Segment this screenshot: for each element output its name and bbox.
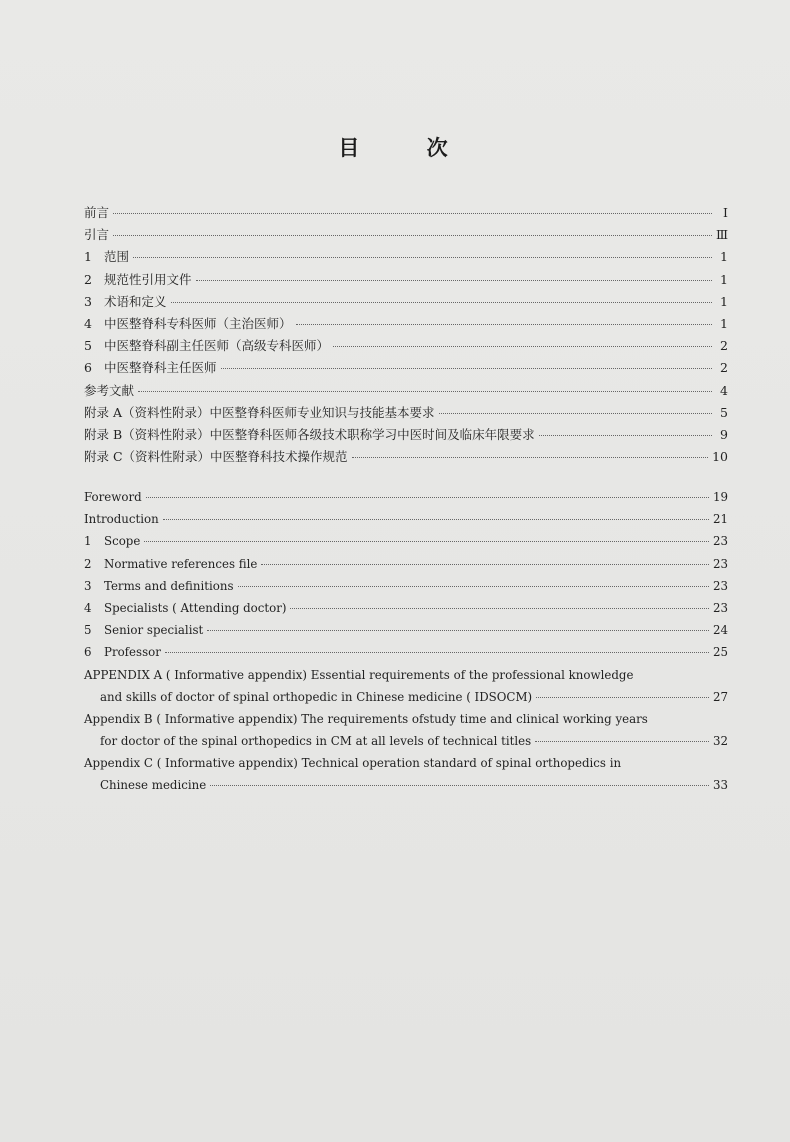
toc-entry-label: Foreword <box>84 490 142 504</box>
toc-entry-label: 中医整脊科专科医师（主治医师） <box>104 315 292 331</box>
toc-entry-page: 10 <box>712 449 728 465</box>
toc-entry-appendix <box>84 756 728 800</box>
toc-entry-label: Scope <box>104 534 141 549</box>
toc-entry-page: 24 <box>712 623 728 638</box>
toc-entry-appendix <box>84 712 728 756</box>
toc-entry-label: 附录 A（资料性附录）中医整脊科医师专业知识与技能基本要求 <box>84 404 435 420</box>
dot-leader <box>535 740 709 742</box>
toc-entry-page: Ⅲ <box>715 227 728 243</box>
toc-entry-appendix <box>84 668 728 712</box>
toc-entry-number: 3 <box>84 578 92 593</box>
toc-entry-number: 3 <box>84 293 92 309</box>
dot-leader <box>146 496 709 498</box>
toc-entry-label: Specialists ( Attending doctor) <box>104 600 287 615</box>
dot-leader <box>165 651 709 653</box>
toc-entry-page: 33 <box>712 778 728 793</box>
toc-entry-number: 1 <box>84 534 92 549</box>
toc-entry <box>84 314 728 336</box>
toc-entry-label: Normative references file <box>104 556 258 571</box>
toc-entry-page: 23 <box>712 600 728 615</box>
dot-leader <box>536 696 709 698</box>
toc-entry <box>84 336 728 358</box>
dot-leader <box>138 390 712 392</box>
toc-entry-page: 1 <box>720 315 728 331</box>
toc-entry <box>84 623 728 645</box>
dot-leader <box>133 256 712 258</box>
dot-leader <box>296 323 712 325</box>
toc-entry-label: 中医整脊科副主任医师（高级专科医师） <box>104 338 330 354</box>
dot-leader <box>238 585 709 587</box>
dot-leader <box>113 212 712 214</box>
toc-entry-label-line2: for doctor of the spinal orthopedics in CM at all levels of technical titles <box>100 734 532 749</box>
toc-entry <box>84 447 728 469</box>
dot-leader <box>261 563 709 565</box>
toc-entry <box>84 225 728 247</box>
dot-leader <box>210 784 709 786</box>
dot-leader <box>333 345 712 347</box>
toc-entry-page: 19 <box>712 490 728 504</box>
toc-entry-label-line1: APPENDIX A ( Informative appendix) Essential requirements of the professional knowledge <box>84 667 634 682</box>
toc-entry-number: 6 <box>84 360 92 376</box>
toc-entry-label-line1: Appendix C ( Informative appendix) Technical operation standard of spinal orthopedics in <box>84 756 622 771</box>
toc-entry <box>84 358 728 380</box>
toc-entry-number: 4 <box>84 315 92 331</box>
toc-entry <box>84 534 728 556</box>
toc-entry-page: 25 <box>712 645 728 660</box>
toc-entry <box>84 247 728 269</box>
toc-entry-label: 规范性引用文件 <box>104 271 192 287</box>
toc-entry <box>84 690 728 712</box>
toc-entry <box>84 734 728 756</box>
toc-entry-number: 2 <box>84 271 92 287</box>
toc-entry-page: 23 <box>712 534 728 549</box>
toc-entry <box>84 292 728 314</box>
toc-entry <box>84 490 728 512</box>
toc-entry-label-line2: Chinese medicine <box>100 778 207 793</box>
dot-leader <box>207 629 709 631</box>
toc-entry-page: 23 <box>712 578 728 593</box>
toc-title: 目 次 <box>338 135 478 160</box>
toc-entry-page: 4 <box>720 382 728 398</box>
toc-entry-page: 27 <box>712 689 728 704</box>
toc-entry-label: 参考文献 <box>84 382 135 398</box>
dot-leader <box>163 518 709 520</box>
toc-entry-page: 1 <box>720 249 728 265</box>
dot-leader <box>352 456 709 458</box>
toc-entry <box>84 203 728 225</box>
toc-entry-page: 1 <box>720 293 728 309</box>
toc-entry-page: 5 <box>720 404 728 420</box>
toc-entry-page: 1 <box>720 271 728 287</box>
toc-entry <box>84 425 728 447</box>
toc-entry <box>84 579 728 601</box>
toc-entry-label: Introduction <box>84 512 159 527</box>
toc-entry-number: 5 <box>84 623 92 638</box>
toc-chinese <box>84 203 728 469</box>
toc-entry <box>84 381 728 403</box>
toc-entry-number: 4 <box>84 600 92 615</box>
toc-entry <box>84 512 728 534</box>
dot-leader <box>221 367 712 369</box>
toc-entry-label-line1: Appendix B ( Informative appendix) The requirements ofstudy time and clinical working years <box>84 711 648 726</box>
toc-entry <box>84 778 728 800</box>
toc-entry-number: 5 <box>84 338 92 354</box>
toc-entry-label-line2: and skills of doctor of spinal orthopedic in Chinese medicine ( IDSOCM) <box>100 689 533 704</box>
toc-entry-number: 6 <box>84 645 92 660</box>
toc-entry-page: 2 <box>720 338 728 354</box>
toc-entry-label: 术语和定义 <box>104 293 167 309</box>
toc-entry <box>84 601 728 623</box>
toc-entry-page: 23 <box>712 556 728 571</box>
toc-english <box>84 490 728 801</box>
toc-entry-label: 附录 B（资料性附录）中医整脊科医师各级技术职称学习中医时间及临床年限要求 <box>84 426 535 442</box>
toc-entry <box>84 403 728 425</box>
toc-entry-label: 中医整脊科主任医师 <box>104 360 217 376</box>
toc-entry <box>84 645 728 667</box>
dot-leader <box>539 434 712 436</box>
toc-entry-label: 引言 <box>84 227 110 243</box>
toc-entry <box>84 270 728 292</box>
dot-leader <box>439 412 712 414</box>
toc-entry-page: 21 <box>712 512 728 527</box>
dot-leader <box>113 234 712 236</box>
toc-entry-page: Ⅰ <box>723 205 728 220</box>
dot-leader <box>171 301 712 303</box>
toc-entry-page: 2 <box>720 360 728 376</box>
toc-entry-label: Senior specialist <box>104 623 204 638</box>
dot-leader <box>290 607 709 609</box>
dot-leader <box>196 279 712 281</box>
toc-entry <box>84 557 728 579</box>
toc-entry-label: Terms and definitions <box>104 578 234 593</box>
toc-entry-label: Professor <box>104 645 161 660</box>
toc-entry-page: 9 <box>720 426 728 442</box>
toc-entry-number: 2 <box>84 556 92 571</box>
dot-leader <box>144 540 709 542</box>
toc-entry-number: 1 <box>84 249 92 265</box>
toc-entry-label: 范围 <box>104 249 130 265</box>
toc-entry-label: 前言 <box>84 205 110 220</box>
toc-entry-page: 32 <box>712 734 728 749</box>
toc-entry-label: 附录 C（资料性附录）中医整脊科技术操作规范 <box>84 449 348 465</box>
